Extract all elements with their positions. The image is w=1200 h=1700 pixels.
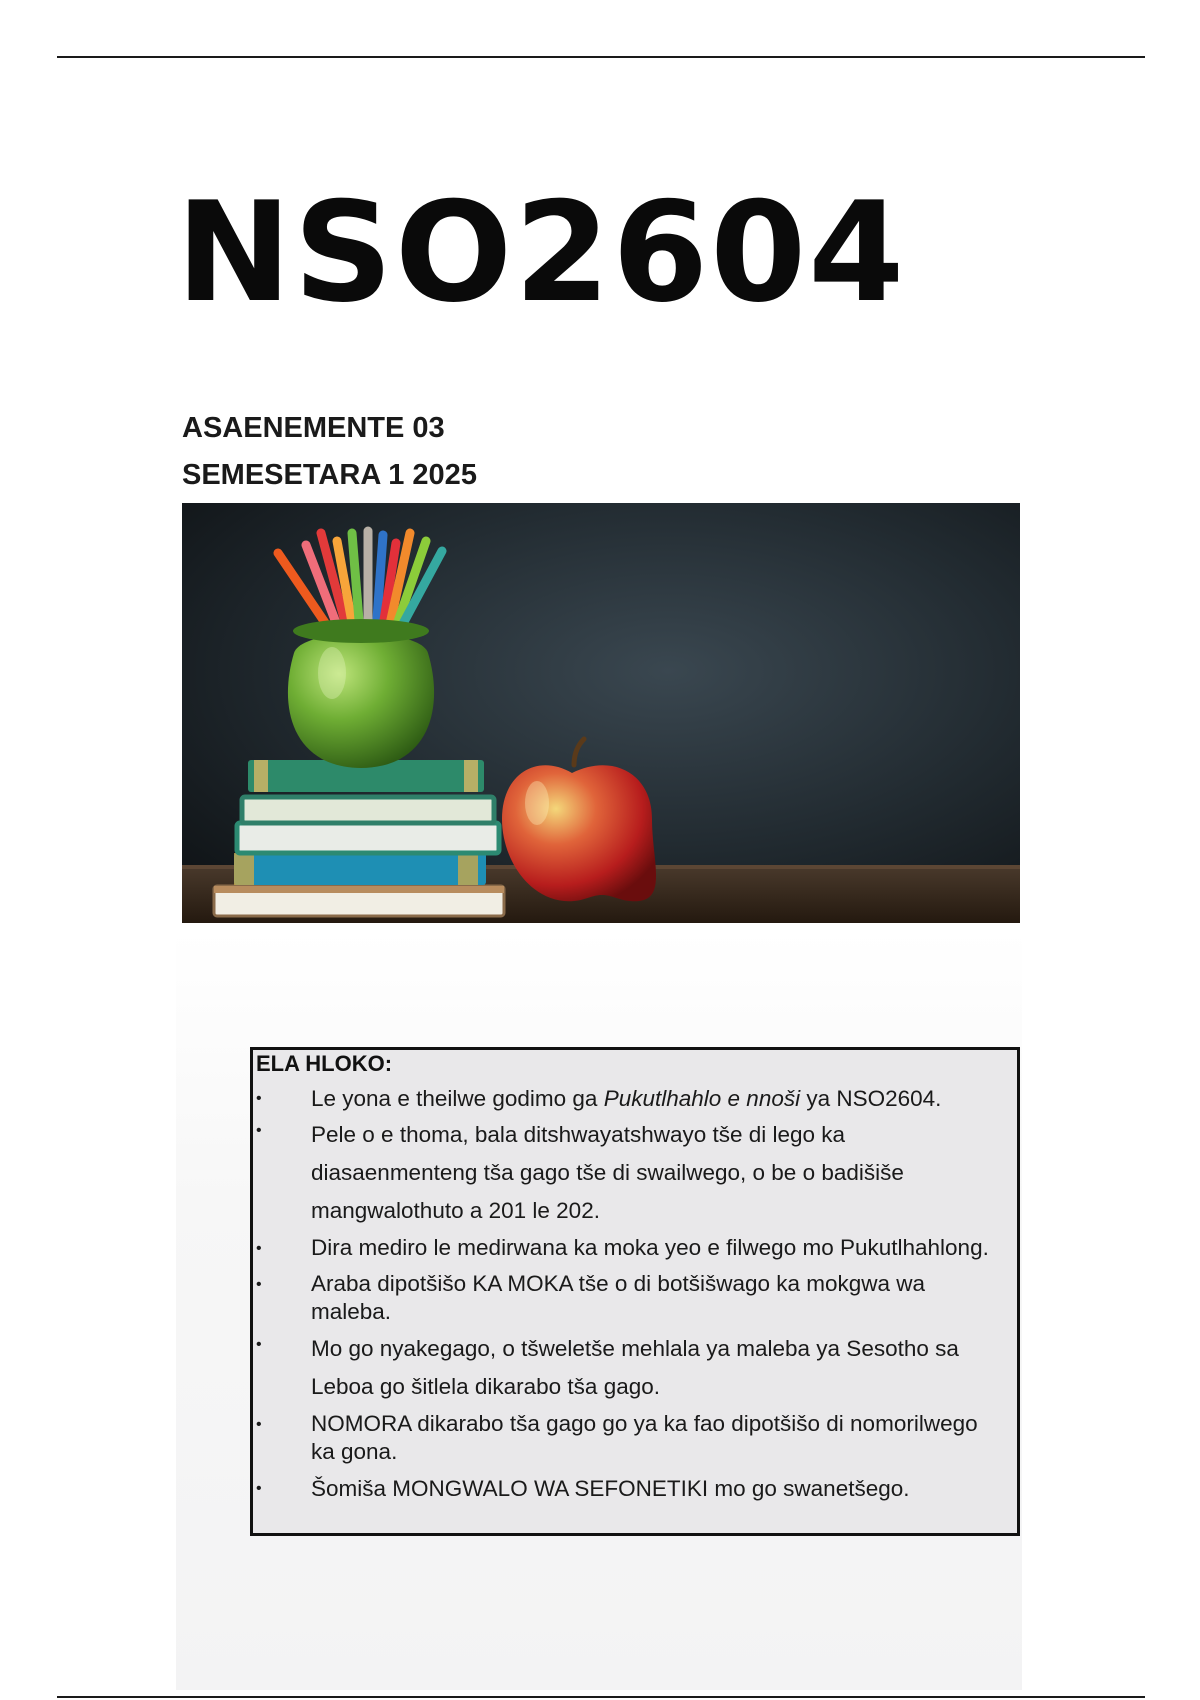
list-item: [253, 1234, 1017, 1262]
list-item: [253, 1270, 1017, 1326]
list-item: [253, 1116, 1017, 1230]
book-stack: [214, 760, 504, 916]
list-item: [253, 1084, 1017, 1114]
green-apple-icon: [288, 619, 434, 768]
top-rule: [57, 56, 1145, 58]
course-code-title: NSO2604: [176, 172, 907, 333]
note-text: Mo go nyakegago, o tšweletše mehlala ya maleba ya Sesotho sa Leboa go šitlela dikarabo tša gago.: [311, 1336, 959, 1399]
semester-label: SEMESETARA 1 2025: [182, 459, 477, 491]
note-text: Araba dipotšišo KA MOKA tše o di botšišwago ka mokgwa wa maleba.: [311, 1271, 926, 1324]
note-emphasis: Pukutlhahlo e nnoši: [603, 1086, 801, 1111]
notes-box: [250, 1047, 1020, 1536]
note-text: Dira mediro le medirwana ka moka yeo e filwego mo Pukutlhahlong.: [311, 1235, 989, 1260]
bullet-icon: •: [256, 1336, 262, 1353]
bullet-icon: •: [256, 1480, 262, 1497]
bullet-icon: •: [256, 1276, 262, 1293]
bullet-icon: •: [256, 1090, 262, 1107]
bullet-icon: •: [256, 1122, 262, 1139]
note-text: Pele o e thoma, bala ditshwayatshwayo tše di lego ka diasaenmenteng tša gago tše di swailwego, o be o badišiše mangwalothuto a 201 le 202.: [311, 1122, 904, 1223]
note-text: Le yona e theilwe godimo ga Pukutlhahlo e nnoši ya NSO2604.: [311, 1086, 942, 1111]
list-item: [253, 1474, 1017, 1504]
list-item: [253, 1410, 1017, 1466]
notes-list: [253, 1084, 1017, 1510]
assignment-label: ASAENEMENTE 03: [182, 412, 445, 444]
bottom-rule: [57, 1696, 1145, 1698]
bullet-icon: •: [256, 1240, 262, 1257]
notes-heading: ELA HLOKO:: [256, 1051, 393, 1076]
cover-illustration: [182, 503, 1020, 923]
note-text: NOMORA dikarabo tša gago go ya ka fao dipotšišo di nomorilwego ka gona.: [311, 1411, 978, 1464]
bullet-icon: •: [256, 1416, 262, 1433]
list-item: [253, 1330, 1017, 1406]
note-text: Šomiša MONGWALO WA SEFONETIKI mo go swanetšego.: [311, 1476, 910, 1501]
